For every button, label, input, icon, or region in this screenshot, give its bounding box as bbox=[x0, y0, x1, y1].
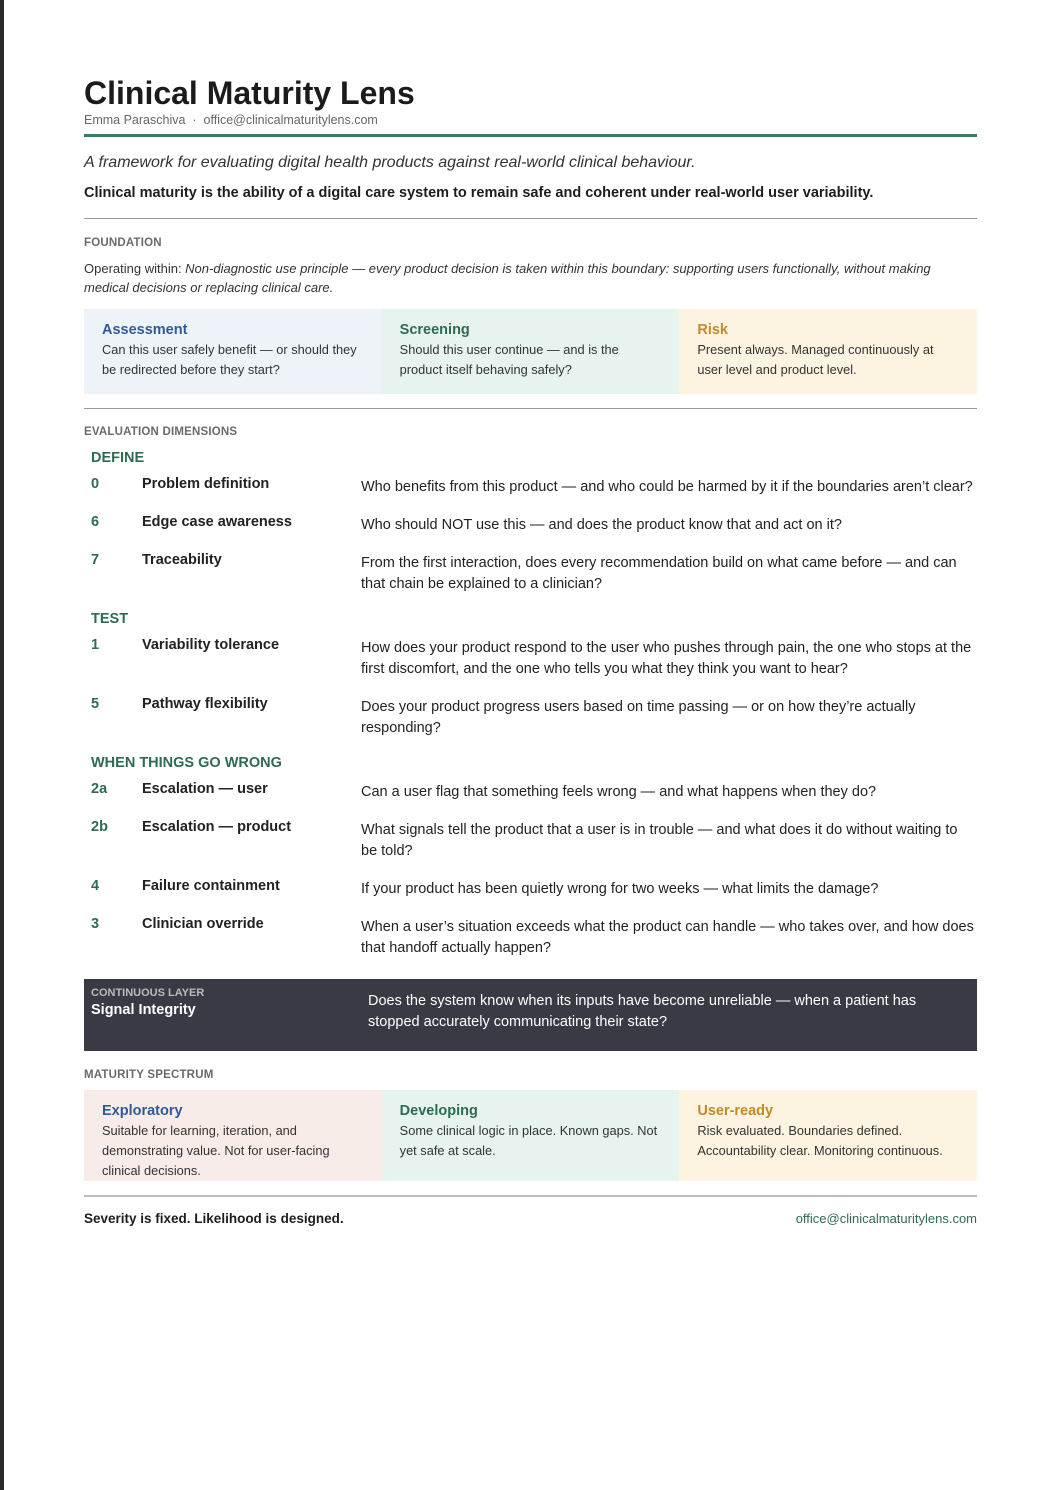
section-dimensions: EVALUATION DIMENSIONS bbox=[84, 426, 238, 438]
dimension-code: 4 bbox=[91, 878, 100, 894]
card-risk bbox=[679, 309, 977, 394]
dimension-question: From the first interaction, does every recommendation build on what came before — and can that chain be explained to a clinician? bbox=[361, 555, 957, 592]
card-desc: Risk evaluated. Boundaries defined. Accountability clear. Monitoring continuous. bbox=[697, 1123, 943, 1158]
dimension-question: Does your product progress users based on time passing — or on how they’re actually responding? bbox=[361, 699, 916, 736]
card-title: Screening bbox=[399, 322, 470, 338]
dimension-question: Can a user flag that something feels wrong — and what happens when they do? bbox=[361, 784, 877, 800]
dimension-code: 6 bbox=[91, 514, 100, 530]
dimension-name: Escalation — user bbox=[142, 781, 268, 797]
author: Emma Paraschiva bbox=[84, 113, 186, 127]
dimension-question: What signals tell the product that a user is in trouble — and what does it do without waiting to be told? bbox=[361, 822, 958, 859]
card-title: User-ready bbox=[697, 1103, 774, 1119]
dimension-code: 2b bbox=[91, 819, 108, 835]
spectrum-cards bbox=[84, 1090, 977, 1181]
dimension-code: 5 bbox=[91, 696, 100, 712]
card-assessment bbox=[84, 309, 382, 394]
dimension-question: Who benefits from this product — and who could be harmed by it if the boundaries aren’t clear? bbox=[361, 479, 973, 495]
card-desc: Can this user safely benefit — or should they be redirected before they start? bbox=[102, 342, 357, 377]
dimension-code: 3 bbox=[91, 916, 100, 932]
dimension-row bbox=[84, 550, 977, 609]
divider bbox=[84, 408, 977, 409]
dimension-row bbox=[84, 876, 977, 914]
group-heading: WHEN THINGS GO WRONG bbox=[91, 755, 282, 771]
card-desc: Suitable for learning, iteration, and demonstrating value. Not for user-facing clinical decisions. bbox=[102, 1123, 330, 1178]
footer-motto: Severity is fixed. Likelihood is designed. bbox=[84, 1211, 344, 1226]
dimension-question: How does your product respond to the user who pushes through pain, the one who stops at the first discomfort, and the one who tells you what they think you want to hear? bbox=[361, 640, 972, 677]
window-edge bbox=[0, 0, 4, 1490]
group-heading: TEST bbox=[91, 611, 129, 627]
tagline: A framework for evaluating digital health products against real-world clinical behaviour. bbox=[84, 154, 696, 171]
dimension-row bbox=[84, 817, 977, 876]
dimension-name: Escalation — product bbox=[142, 819, 292, 835]
dimension-name: Traceability bbox=[142, 552, 222, 568]
dimension-question: When a user’s situation exceeds what the product can handle — who takes over, and how does that handoff actually happen? bbox=[361, 919, 974, 956]
dimension-code: 0 bbox=[91, 476, 100, 492]
card-screening bbox=[382, 309, 680, 394]
document bbox=[84, 74, 977, 1229]
card-title: Assessment bbox=[102, 322, 188, 338]
separator: · bbox=[192, 113, 197, 127]
divider bbox=[84, 1195, 977, 1197]
continuous-label: CONTINUOUS LAYER bbox=[91, 987, 205, 999]
continuous-question: Does the system know when its inputs have become unreliable — when a patient has stopped accurately communicating their state? bbox=[368, 993, 917, 1030]
divider bbox=[84, 218, 977, 219]
dimension-row bbox=[84, 635, 977, 694]
foundation-cards bbox=[84, 309, 977, 394]
page-title: Clinical Maturity Lens bbox=[84, 75, 415, 111]
card-desc: Present always. Managed continuously at user level and product level. bbox=[697, 342, 934, 377]
dimension-row bbox=[84, 694, 977, 753]
card-user-ready bbox=[679, 1090, 977, 1181]
card-title: Exploratory bbox=[102, 1103, 183, 1119]
dimension-row bbox=[84, 512, 977, 550]
dimension-question: Who should NOT use this — and does the product know that and act on it? bbox=[361, 517, 842, 533]
dimension-row bbox=[84, 914, 977, 973]
definition: Clinical maturity is the ability of a digital care system to remain safe and coherent under real-world user variability. bbox=[84, 185, 874, 201]
section-foundation: FOUNDATION bbox=[84, 237, 162, 249]
section-spectrum: MATURITY SPECTRUM bbox=[84, 1069, 214, 1081]
dimension-name: Variability tolerance bbox=[142, 637, 280, 653]
group-heading: DEFINE bbox=[91, 450, 145, 466]
continuous-layer bbox=[84, 979, 977, 1051]
footer bbox=[84, 1209, 977, 1229]
dimension-name: Pathway flexibility bbox=[142, 696, 268, 712]
dimension-code: 7 bbox=[91, 552, 100, 568]
dimension-name: Edge case awareness bbox=[142, 514, 292, 530]
principle: Non-diagnostic use principle — every product decision is taken within this boundary: supporting users functionally, without making medical decisions or replacing clinical care. bbox=[84, 261, 931, 295]
dimension-name: Failure containment bbox=[142, 878, 280, 894]
footer-email[interactable]: office@clinicalmaturitylens.com bbox=[795, 1211, 977, 1226]
card-title: Developing bbox=[399, 1103, 478, 1119]
card-desc: Should this user continue — and is the product itself behaving safely? bbox=[399, 342, 619, 377]
dimension-row bbox=[84, 474, 977, 512]
card-desc: Some clinical logic in place. Known gaps. Not yet safe at scale. bbox=[399, 1123, 658, 1158]
header-email[interactable]: office@clinicalmaturitylens.com bbox=[203, 113, 378, 127]
card-developing bbox=[382, 1090, 680, 1181]
divider bbox=[84, 134, 977, 137]
dimension-groups bbox=[84, 448, 977, 973]
dimension-name: Clinician override bbox=[142, 916, 264, 932]
card-exploratory bbox=[84, 1090, 382, 1181]
op-prefix: Operating within: bbox=[84, 261, 186, 276]
card-title: Risk bbox=[697, 322, 728, 338]
dimension-code: 1 bbox=[91, 637, 100, 653]
operating-within bbox=[84, 259, 977, 297]
dimension-name: Problem definition bbox=[142, 476, 270, 492]
dimension-question: If your product has been quietly wrong for two weeks — what limits the damage? bbox=[361, 881, 879, 897]
dimension-code: 2a bbox=[91, 781, 108, 797]
dimension-row bbox=[84, 779, 977, 817]
continuous-name: Signal Integrity bbox=[91, 1002, 196, 1018]
byline bbox=[84, 112, 977, 128]
